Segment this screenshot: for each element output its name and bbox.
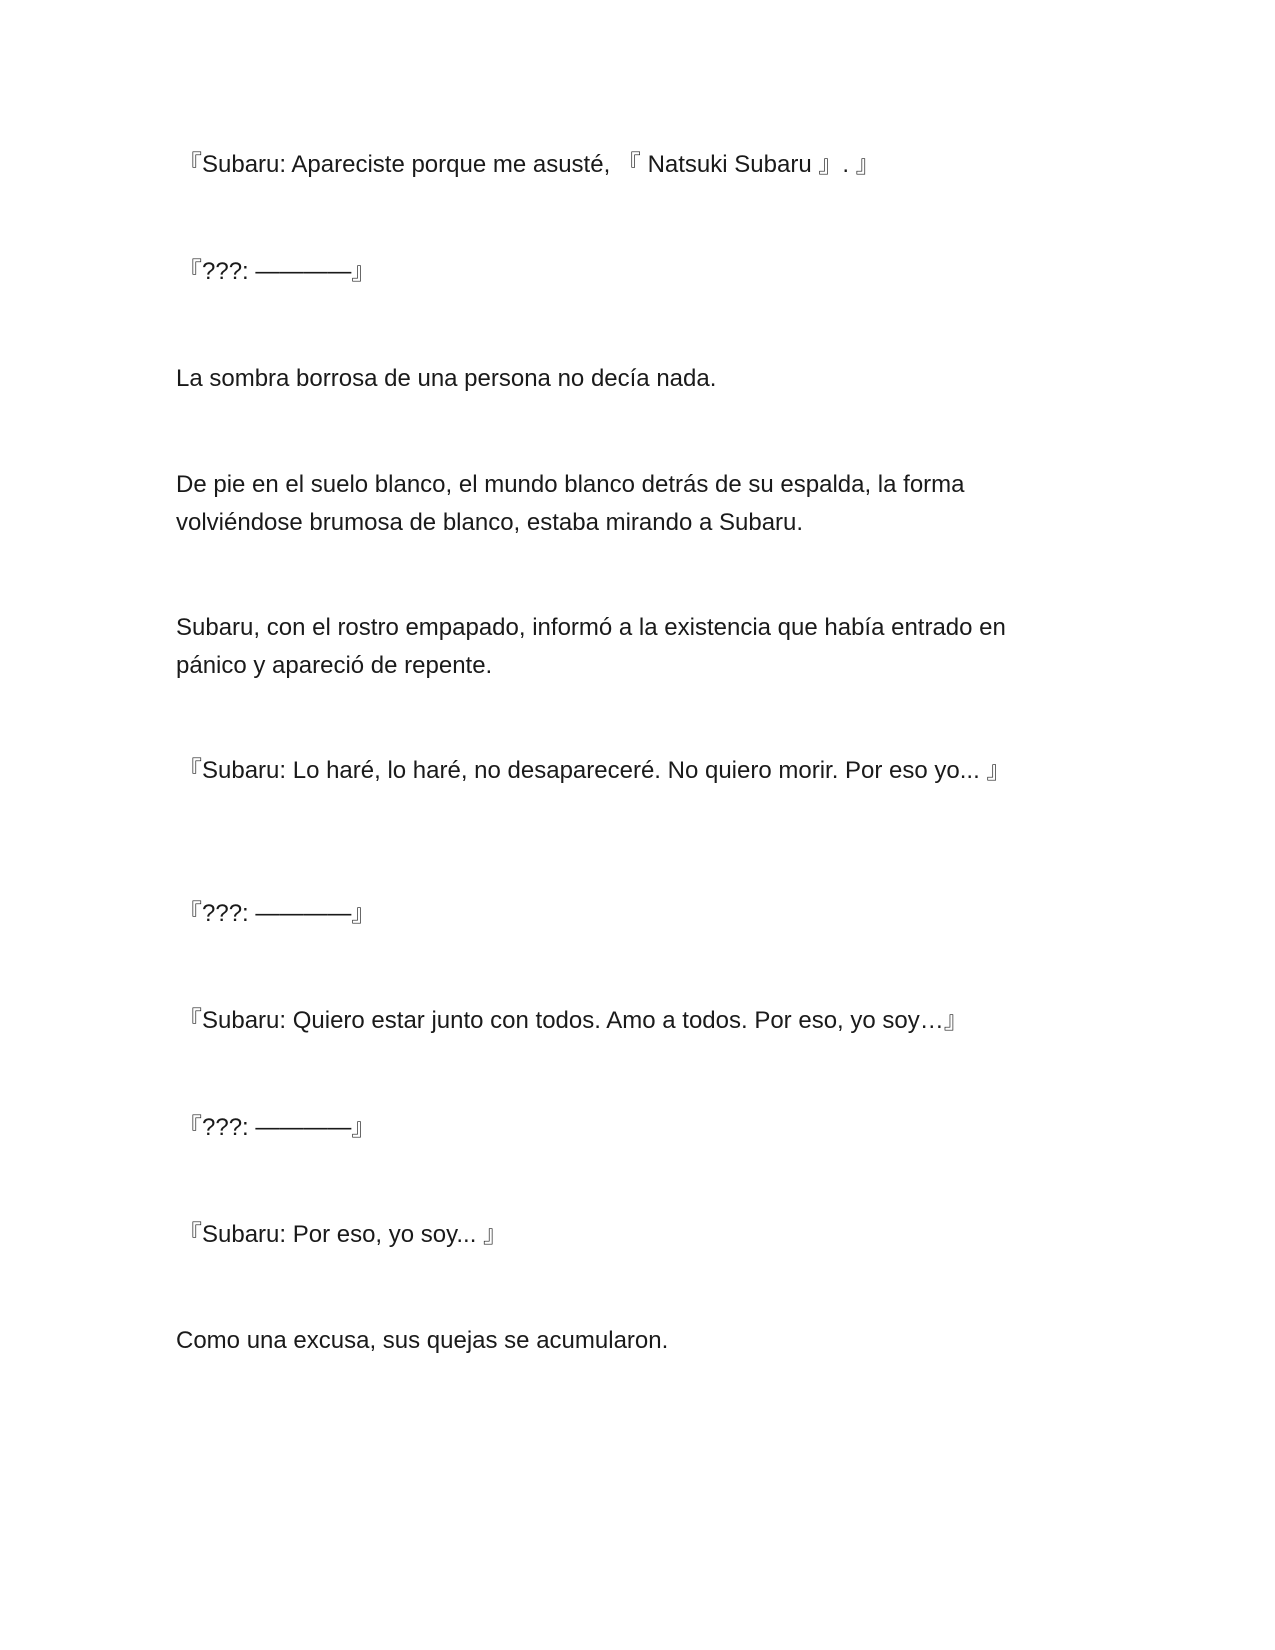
dialogue-line-subaru-2: 『Subaru: Lo haré, lo haré, no desapareceré. No quiero morir. Por eso yo... 』 xyxy=(178,757,1011,784)
dialogue-line-subaru-1: 『Subaru: Apareciste porque me asusté, 『 Natsuki Subaru 』. 』 xyxy=(178,151,880,178)
dialogue-line-subaru-3: 『Subaru: Quiero estar junto con todos. Amo a todos. Por eso, yo soy…』 xyxy=(178,1007,968,1034)
dialogue-line-unknown-1: 『???: ————』 xyxy=(178,258,376,285)
narration-paragraph-3: Subaru, con el rostro empapado, informó a la existencia que había entrado en pánico y apareció de repente. xyxy=(176,614,1006,679)
dialogue-line-unknown-3: 『???: ————』 xyxy=(178,1114,376,1141)
narration-paragraph-4: Como una excusa, sus quejas se acumularon. xyxy=(176,1327,669,1354)
dialogue-line-subaru-4: 『Subaru: Por eso, yo soy... 』 xyxy=(178,1221,508,1248)
dialogue-line-unknown-2: 『???: ————』 xyxy=(178,900,376,927)
narration-paragraph-2: De pie en el suelo blanco, el mundo blanco detrás de su espalda, la forma volviéndose brumosa de blanco, estaba mirando a Subaru. xyxy=(176,471,965,536)
narration-paragraph-1: La sombra borrosa de una persona no decía nada. xyxy=(176,365,717,392)
